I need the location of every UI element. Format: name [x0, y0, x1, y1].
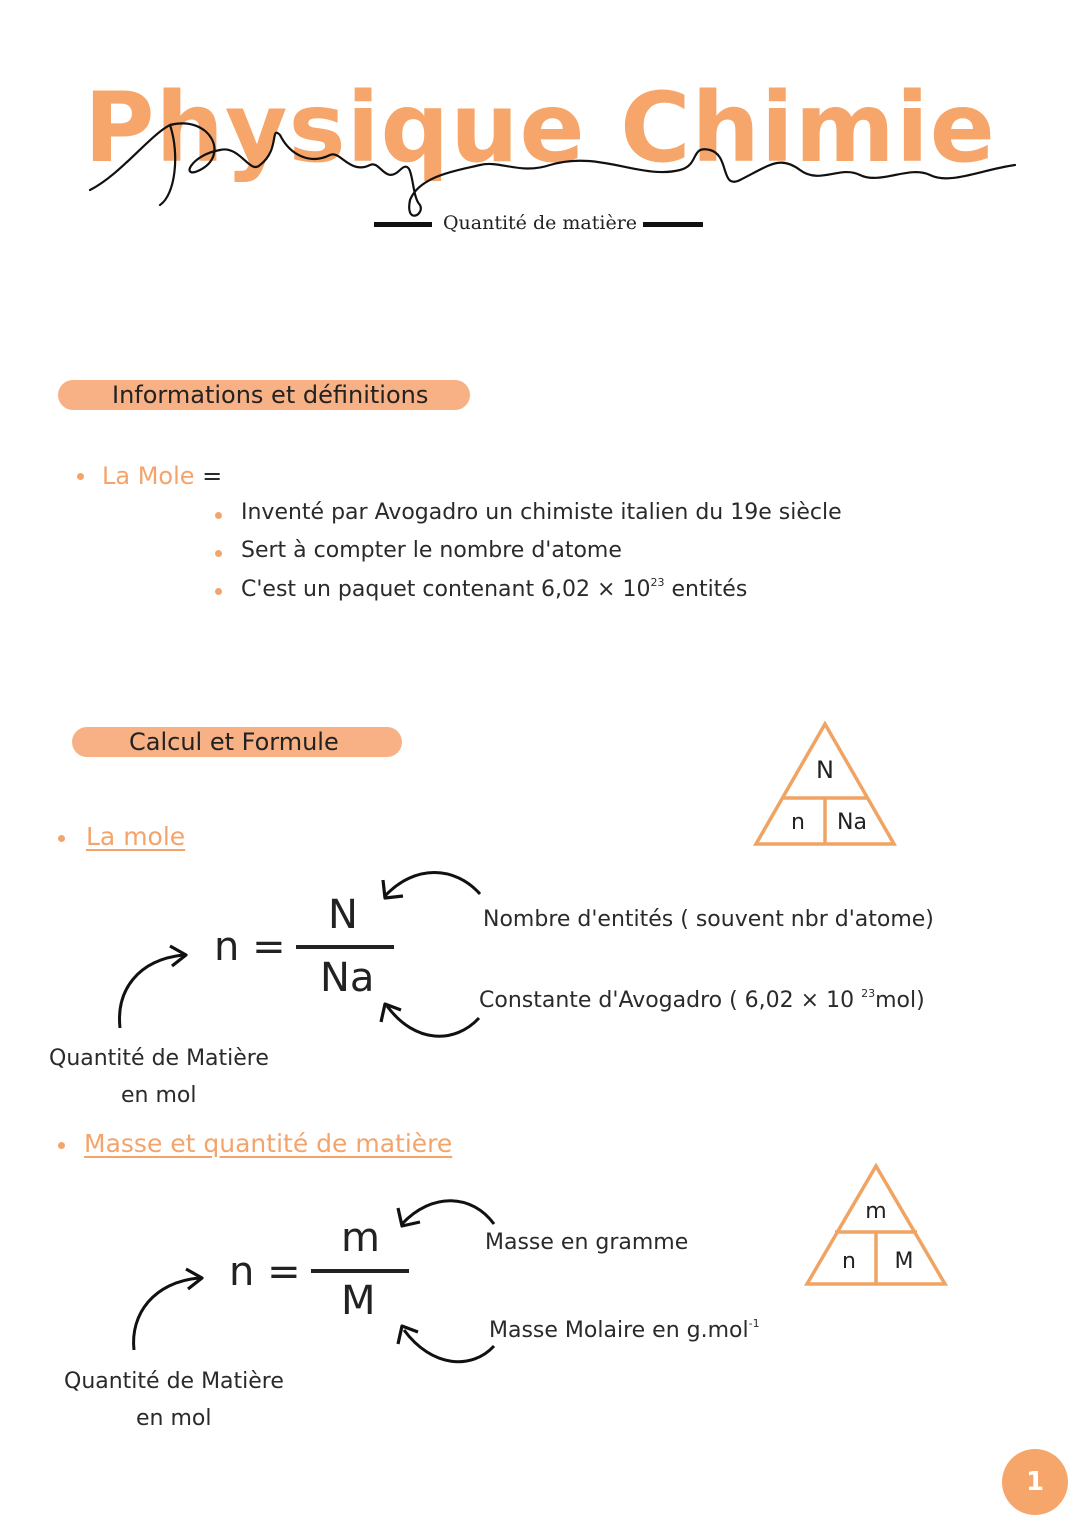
section-heading-pill [72, 727, 402, 757]
denominator-note-text: Constante d'Avogadro ( 6,02 × 10 [479, 988, 862, 1013]
triangle-left: n [791, 810, 805, 835]
exponent: 23 [650, 576, 665, 589]
section-heading-pill [58, 380, 470, 410]
formula-numerator: m [341, 1215, 380, 1261]
exponent: -1 [748, 1317, 760, 1330]
lhs-note: Quantité de Matière [64, 1369, 284, 1394]
page-subtitle: Quantité de matière [442, 212, 638, 234]
denominator-note-tail: mol) [875, 988, 925, 1013]
triangle-diagram [803, 1162, 949, 1288]
section-heading: Calcul et Formule [129, 728, 339, 756]
triangle-right: Na [837, 810, 867, 835]
bullet-dot [58, 1142, 65, 1149]
list-item: Sert à compter le nombre d'atome [241, 538, 622, 563]
triangle-top: m [865, 1199, 887, 1224]
bullet-dot [215, 588, 222, 595]
numerator-note: Nombre d'entités ( souvent nbr d'atome) [483, 907, 934, 932]
triangle-left: n [842, 1249, 856, 1274]
triangle-right: M [894, 1249, 914, 1274]
lhs-note: Quantité de Matière [49, 1046, 269, 1071]
triangle-top: N [816, 756, 834, 784]
title-signature-script [80, 95, 1020, 225]
link-masse[interactable]: Masse et quantité de matière [84, 1129, 453, 1158]
fraction-bar [296, 945, 394, 949]
lhs-note-unit: en mol [121, 1083, 197, 1108]
page-number-badge: 1 [1002, 1449, 1068, 1515]
list-item-avogadro [241, 576, 747, 602]
curved-arrow-icon [108, 940, 198, 1032]
curved-arrow-icon [375, 866, 485, 910]
mole-label: La Mole [102, 462, 195, 490]
formula-denominator: Na [320, 955, 375, 1001]
curved-arrow-icon [375, 996, 485, 1044]
subtitle-bar-right [643, 222, 703, 227]
bullet-dot [58, 835, 65, 842]
formula-lhs: n = [214, 924, 286, 970]
link-la-mole[interactable]: La mole [86, 822, 186, 851]
lhs-note-unit: en mol [136, 1406, 212, 1431]
denominator-note [479, 987, 925, 1013]
page-title: Physique Chimie [84, 72, 996, 184]
section-heading: Informations et définitions [112, 381, 429, 409]
denominator-note-text: Masse Molaire en g.mol [489, 1318, 749, 1343]
denominator-note [489, 1317, 760, 1343]
curved-arrow-icon [124, 1264, 214, 1354]
list-item: Inventé par Avogadro un chimiste italien du 19e siècle [241, 500, 842, 525]
list-item-text: C'est un paquet contenant 6,02 × 10 [241, 577, 651, 602]
fraction-bar [311, 1269, 409, 1273]
mole-line [102, 462, 222, 490]
formula-denominator: M [341, 1278, 376, 1324]
curved-arrow-icon [392, 1318, 502, 1368]
bullet-dot [215, 512, 222, 519]
bullet-dot [77, 473, 84, 480]
bullet-dot [215, 550, 222, 557]
mole-equals: = [202, 462, 223, 490]
triangle-diagram [752, 720, 898, 848]
exponent: 23 [861, 987, 876, 1000]
numerator-note: Masse en gramme [485, 1230, 689, 1255]
formula-numerator: N [328, 892, 358, 938]
formula-lhs: n = [229, 1249, 301, 1295]
list-item-tail: entités [664, 577, 748, 602]
